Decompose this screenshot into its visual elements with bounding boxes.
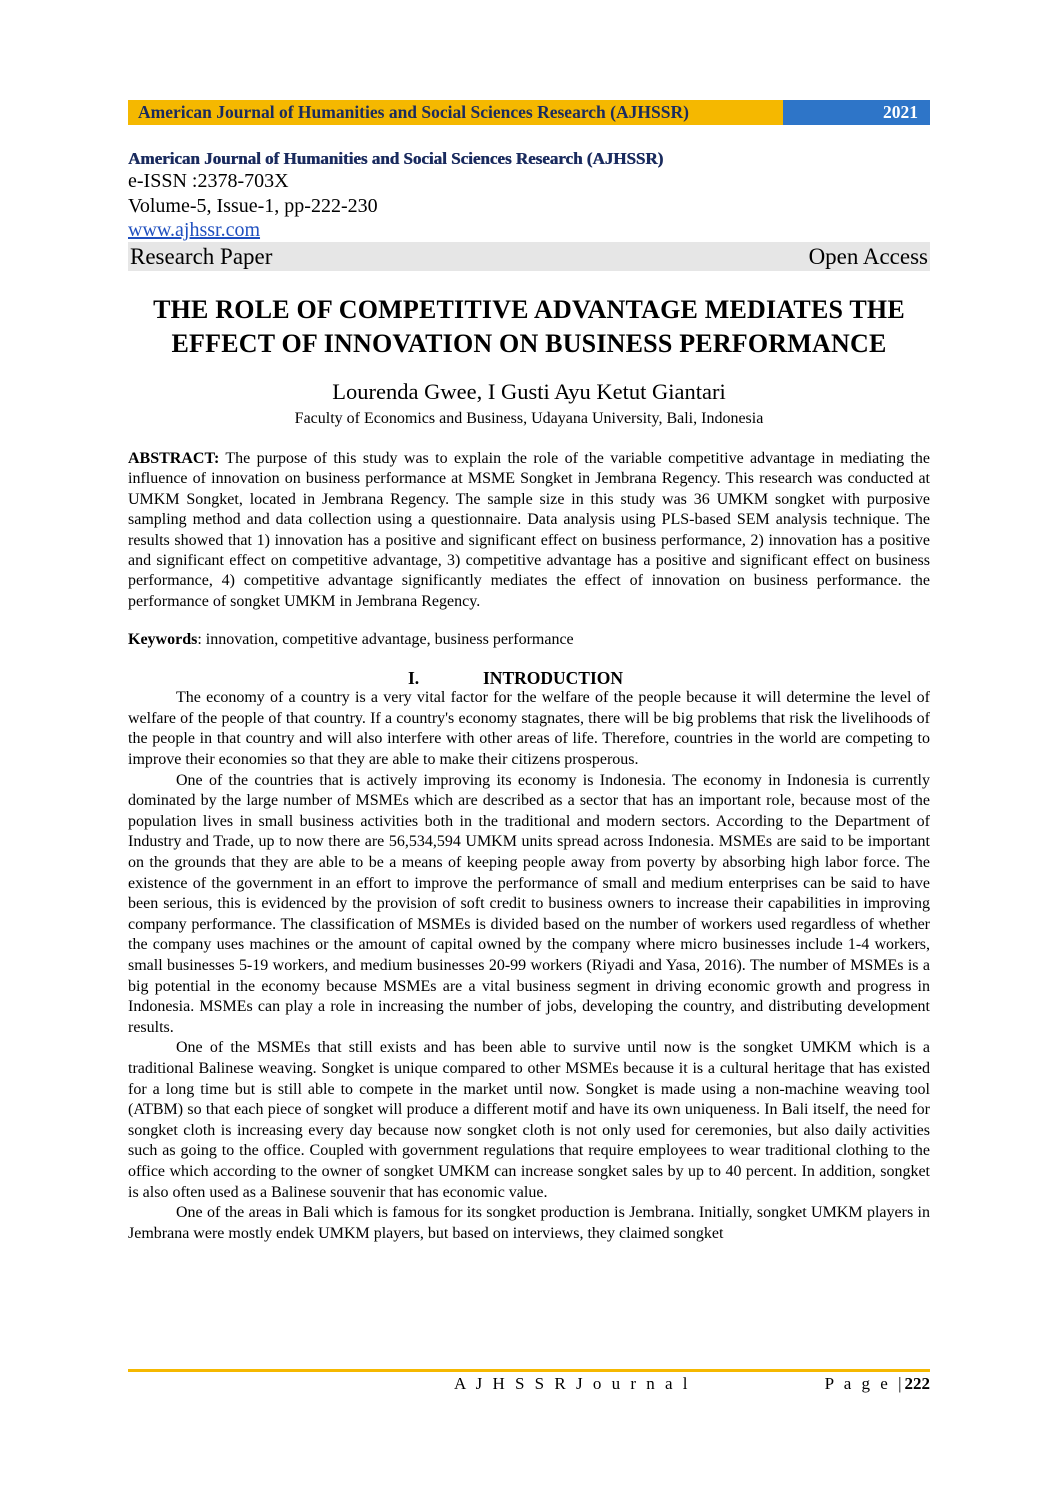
footer-journal-name: A J H S S R J o u r n a l — [454, 1374, 691, 1393]
abstract-text: The purpose of this study was to explain the role of the variable competitive advantage in mediating the influence of innovation on business performance at MSME Songket in Jembrana Regency. This research was conducted at UMKM Songket, located in Jembrana Regency. The sample size in this study was 36 UMKM songket with purposive sampling method and data collection using a questionnaire. Data analysis using PLS-based SEM analysis technique. The results showed that 1) innovation has a positive and significant effect on business performance, 2) innovation has a positive and significant effect on competitive advantage, 3) competitive advantage has a positive and significant effect on business performance, 4) competitive advantage significantly mediates the effect of innovation on business performance. the performance of songket UMKM in Jembrana Regency. — [128, 450, 930, 610]
header-journal-name: American Journal of Humanities and Social Sciences Research (AJHSSR) — [128, 100, 783, 125]
article-authors: Lourenda Gwee, I Gusti Ayu Ketut Giantari — [332, 379, 726, 404]
paper-type: Research Paper — [130, 244, 273, 269]
keywords — [128, 630, 930, 650]
footer-rule — [128, 1369, 930, 1372]
eissn: e-ISSN :2378-703X — [128, 170, 289, 192]
volume-issue: Volume-5, Issue-1, pp-222-230 — [128, 195, 378, 217]
paper-type-bar — [128, 242, 930, 271]
body-paragraph: One of the countries that is actively improving its economy is Indonesia. The economy in Indonesia is currently dominated by the large number of MSMEs which are described as a sector that has an important role, because most of the population lives in small business activities both in the traditional and modern sectors. According to the Department of Industry and Trade, up to now there are 56,534,594 UMKM units spread across Indonesia. MSMEs are said to be important on the grounds that they are able to be a means of keeping people away from poverty by absorbing high labor force. The existence of the government in an effort to improve the performance of small and medium enterprises can be said to have been serious, this is evidenced by the provision of soft credit to business owners to increase their capabilities in improving company performance. The classification of MSMEs is divided based on the number of workers used regardless of whether the company uses machines or the amount of capital owned by the company where micro businesses include 1-4 workers, small businesses 5-19 workers, and medium businesses 20-99 workers (Riyadi and Yasa, 2016). The number of MSMEs is a big potential in the economy because MSMEs are a vital business segment in driving economic growth and progress in Indonesia. MSMEs can play a role in increasing the number of jobs, developing the country, and distributing development results. — [128, 771, 930, 1036]
page-footer — [128, 1374, 930, 1396]
section-title: INTRODUCTION — [483, 668, 624, 689]
paper-page — [128, 100, 930, 1244]
author-affiliation: Faculty of Economics and Business, Udayana University, Bali, Indonesia — [294, 410, 764, 427]
section-heading — [128, 668, 930, 688]
abstract — [128, 449, 930, 612]
journal-website-link[interactable]: www.ajhssr.com — [128, 219, 261, 241]
keywords-label: Keywords — [128, 631, 198, 649]
header-band — [128, 100, 930, 125]
keywords-text: : innovation, competitive advantage, business performance — [197, 631, 574, 649]
journal-info — [128, 149, 930, 271]
header-year: 2021 — [783, 100, 930, 125]
footer-page-number: 222 — [904, 1374, 930, 1393]
footer-page-label: P a g e | — [824, 1374, 905, 1393]
body-paragraph: One of the MSMEs that still exists and has been able to survive until now is the songket UMKM which is a traditional Balinese weaving. Songket is unique compared to other MSMEs because it is a cultural heritage that has existed for a long time but is still able to compete in the market until now. Songket is made using a non-machine weaving tool (ATBM) so that each piece of songket will produce a different motif and have its own uniqueness. In Bali itself, the need for songket cloth is increasing every day because now songket cloth is not only used for ceremonies, but also daily activities such as going to the office. Coupled with government regulations that require employees to wear traditional clothing to the office which according to the owner of songket UMKM can increase songket sales by up to 40 percent. In addition, songket is also often used as a Balinese souvenir that has economic value. — [128, 1039, 930, 1201]
journal-name: American Journal of Humanities and Social Sciences Research (AJHSSR) — [128, 149, 664, 168]
body-paragraph: The economy of a country is a very vital factor for the welfare of the people because it will determine the level of welfare of the people of that country. If a country's economy stagnates, there will be big problems that risk the livelihoods of the people in that country and will also interfere with other areas of life. Therefore, countries in the world are competing to improve their economies so that they are able to make their citizens prosperous. — [128, 689, 930, 769]
section-number: I. — [408, 668, 420, 689]
abstract-label: ABSTRACT: — [128, 450, 220, 467]
body-paragraph: One of the areas in Bali which is famous for its songket production is Jembrana. Initially, songket UMKM players in Jembrana were mostly endek UMKM players, but based on interviews, they claimed songket — [128, 1204, 930, 1242]
article-title: THE ROLE OF COMPETITIVE ADVANTAGE MEDIATES THE EFFECT OF INNOVATION ON BUSINESS PERFORMANCE — [153, 295, 905, 358]
footer-page — [825, 1374, 930, 1394]
access-type: Open Access — [808, 244, 928, 269]
